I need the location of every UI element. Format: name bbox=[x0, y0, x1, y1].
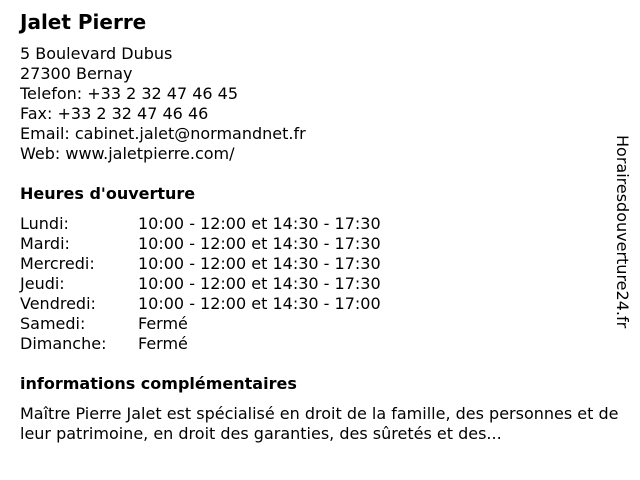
hours-table bbox=[20, 214, 381, 354]
website-address: Web: www.jaletpierre.com/ bbox=[20, 144, 235, 163]
hours-row-monday bbox=[20, 214, 381, 234]
day-label: Mardi: bbox=[20, 234, 70, 253]
business-name: Jalet Pierre bbox=[20, 10, 147, 34]
day-label: Lundi: bbox=[20, 214, 69, 233]
address-street: 5 Boulevard Dubus bbox=[20, 44, 173, 63]
time-range: 10:00 - 12:00 et 14:30 - 17:30 bbox=[138, 254, 381, 273]
info-heading: informations complémentaires bbox=[20, 374, 297, 393]
contact-block bbox=[20, 44, 306, 164]
hours-row-wednesday bbox=[20, 254, 381, 274]
day-label: Jeudi: bbox=[20, 274, 65, 293]
day-label: Samedi: bbox=[20, 314, 86, 333]
email-address: Email: cabinet.jalet@normandnet.fr bbox=[20, 124, 306, 143]
time-range: 10:00 - 12:00 et 14:30 - 17:30 bbox=[138, 234, 381, 253]
day-label: Vendredi: bbox=[20, 294, 96, 313]
hours-heading: Heures d'ouverture bbox=[20, 184, 196, 203]
fax-number: Fax: +33 2 32 47 46 46 bbox=[20, 104, 209, 123]
time-range: 10:00 - 12:00 et 14:30 - 17:30 bbox=[138, 274, 381, 293]
hours-row-thursday bbox=[20, 274, 381, 294]
address-city: 27300 Bernay bbox=[20, 64, 133, 83]
time-range: Fermé bbox=[138, 314, 188, 333]
day-label: Dimanche: bbox=[20, 334, 107, 353]
info-description: Maître Pierre Jalet est spécialisé en droit de la famille, des personnes et de leur patrimoine, en droit des garanties, des sûretés et des... bbox=[20, 404, 619, 443]
hours-row-saturday bbox=[20, 314, 381, 334]
site-watermark: Horairesdouverture24.fr bbox=[613, 135, 632, 329]
time-range: 10:00 - 12:00 et 14:30 - 17:30 bbox=[138, 214, 381, 233]
time-range: 10:00 - 12:00 et 14:30 - 17:00 bbox=[138, 294, 381, 313]
time-range: Fermé bbox=[138, 334, 188, 353]
day-label: Mercredi: bbox=[20, 254, 95, 273]
hours-row-friday bbox=[20, 294, 381, 314]
phone-number: Telefon: +33 2 32 47 46 45 bbox=[20, 84, 239, 103]
hours-row-sunday bbox=[20, 334, 381, 354]
hours-row-tuesday bbox=[20, 234, 381, 254]
